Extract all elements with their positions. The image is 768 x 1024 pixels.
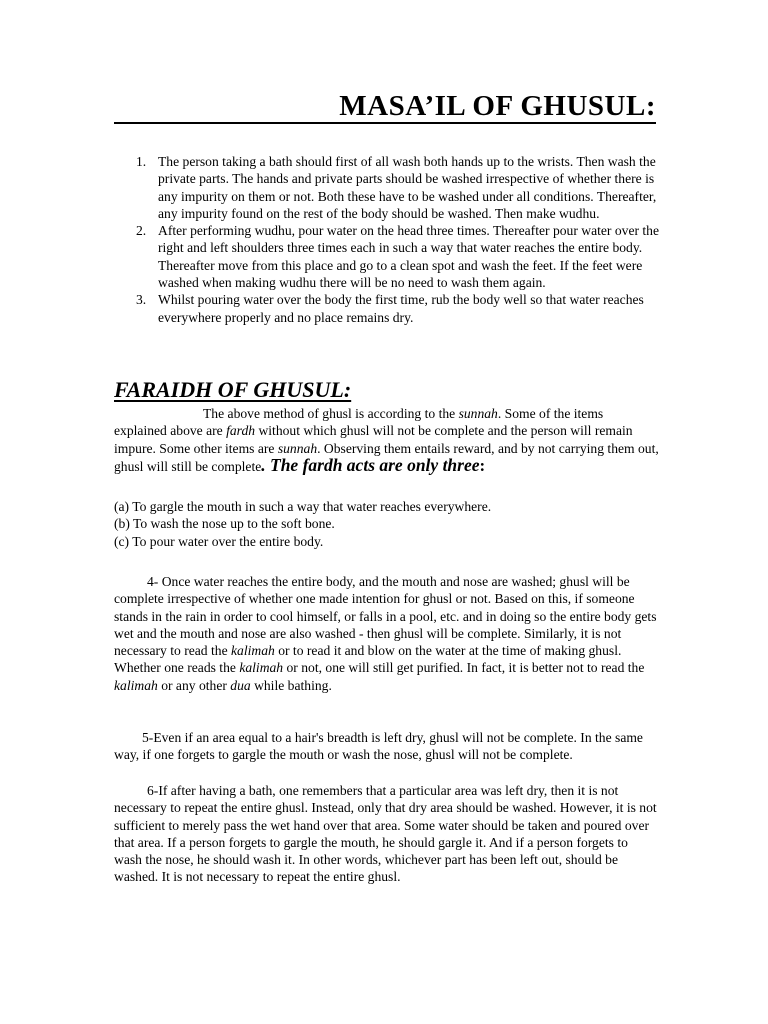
fardh-emphasis: . The fardh acts are only three <box>261 454 480 475</box>
intro-paragraph <box>114 405 659 475</box>
list-item <box>114 153 659 222</box>
page-title: MASA’IL OF GHUSUL: <box>339 90 656 122</box>
list-item <box>114 291 659 326</box>
p4-text: or any other <box>157 677 231 693</box>
paragraph-4 <box>114 573 659 694</box>
method-list <box>114 153 659 326</box>
faraidh-heading: FARAIDH OF GHUSUL: <box>114 377 352 402</box>
fardh-act: (c) To pour water over the entire body. <box>114 533 324 549</box>
fardh-colon: : <box>479 455 486 475</box>
p4-italic: kalimah <box>114 677 158 693</box>
intro-text: The above method of ghusl is according to the <box>203 406 459 421</box>
p4-italic: kalimah <box>231 643 275 659</box>
intro-italic: sunnah <box>277 440 318 456</box>
list-text: Whilst pouring water over the body the first time, rub the body well so that water reaches everywhere properly and no place remains dry. <box>158 292 644 325</box>
intro-text: . Observing them entails reward, and by not carrying them out, ghusl will still be complete <box>114 440 659 474</box>
list-item <box>114 222 659 291</box>
fardh-act: (a) To gargle the mouth in such a way that water reaches everywhere. <box>114 499 492 514</box>
fardh-act: (b) To wash the nose up to the soft bone. <box>114 516 335 532</box>
list-text: The person taking a bath should first of all wash both hands up to the wrists. Then wash the private parts. The hands and private parts should be washed irrespective of whether there is any impurity on them or not. Both these have to be washed under all conditions. Thereafter, any impurity found on the rest of the body should be washed. Then make wudhu. <box>158 154 657 221</box>
p4-text: or to read it and blow on the water at the time of making ghusl. Whether one reads the <box>114 643 622 676</box>
list-text: After performing wudhu, pour water on the head three times. Thereafter pour water over the right and left shoulders three times each in such a way that water reaches the entire body. Thereafter move from this place and go to a clean spot and wash the feet. If the feet were washed when making wudhu there will be no need to wash them again. <box>158 223 660 291</box>
p4-italic: kalimah <box>239 660 284 676</box>
p4-text: 4- Once water reaches the entire body, and the mouth and nose are washed; ghusl will be complete irrespective of whether one made intention for ghusl or not. Based on this, if someone stands in the rain in order to cool himself, or falls in a pool, etc. and in doing so the entire body gets wet and the mouth and nose are also washed - then ghusl will be complete. Similarly, it is not necessary to read the <box>114 574 657 659</box>
intro-text: . Some of the items explained above are <box>114 406 604 439</box>
list-number: 2. <box>136 223 147 239</box>
paragraph-6: 6-If after having a bath, one remembers that a particular area was left dry, then it is not necessary to repeat the entire ghusl. Instead, only that dry area should be washed. However, it is not sufficient to merely pass the wet hand over that area. Some water should be taken and poured over that area. If a person forgets to gargle the mouth, he should gargle it. And if a person forgets to wash the nose, he should wash it. In other words, whichever part has been left out, should be washed. It is not necessary to repeat the entire ghusl. <box>114 783 657 885</box>
list-number: 3. <box>136 292 147 308</box>
list-number: 1. <box>136 154 147 169</box>
intro-text: without which ghusl will not be complete and the person will remain impure. Some other items are <box>114 423 633 456</box>
paragraph-5: 5-Even if an area equal to a hair's breadth is left dry, ghusl will not be complete. In the same way, if one forgets to gargle the mouth or wash the nose, ghusl will not be complete. <box>114 730 643 763</box>
p4-italic: dua <box>230 677 251 693</box>
p4-text: while bathing. <box>250 677 332 693</box>
intro-italic: sunnah <box>458 406 498 421</box>
p4-text: or not, one will still get purified. In fact, it is better not to read the <box>283 660 645 676</box>
intro-italic: fardh <box>226 423 256 439</box>
fardh-acts-list <box>114 498 659 550</box>
